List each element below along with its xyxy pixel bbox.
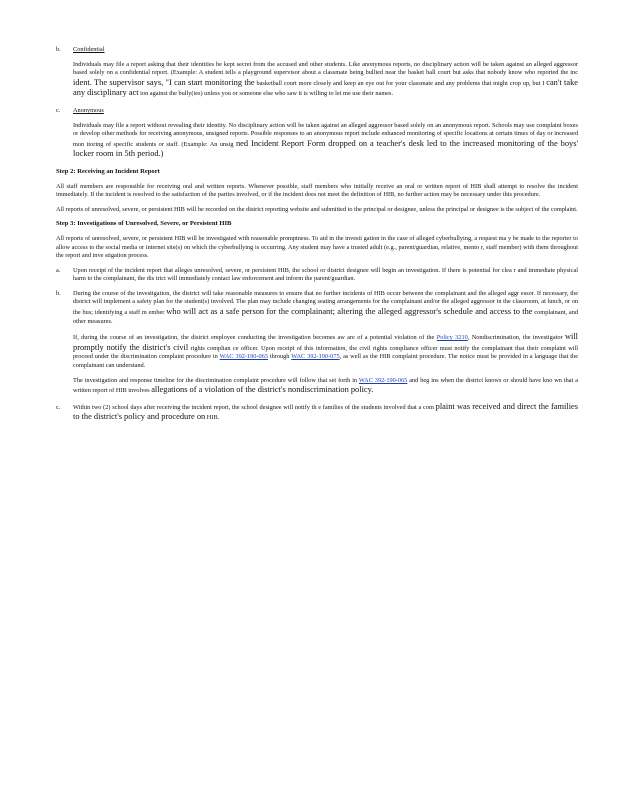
confidential-heading-row	[56, 46, 578, 55]
sub1-text-e: , as well as the HIB complaint procedure. The notice must be provided in a language that the complainant can understand.	[73, 353, 578, 370]
step3-item-b-sub-paragraph-1	[56, 332, 578, 370]
step3-item-b	[56, 290, 578, 326]
anonymous-paragraph	[56, 122, 578, 160]
step3-item-b-text-c: complainant, and other measures.	[73, 309, 578, 325]
step3-item-a	[56, 267, 578, 284]
confidential-paragraph	[56, 61, 578, 99]
step3-paragraph-1: All reports of unresolved, severe, or persistent HIB will be investigated with reasonable promptness. To aid in the investi gation in the case of alleged cyberbullying, a request ma y be made to the reporter to allow access to the social media or internet site(s) on which the cyberbullying is occurring. Any student may have a trusted adult (e.g., parent/guardian, relative, mento r, staff member) with them throughout the report and inve stigation process.	[56, 234, 578, 260]
anonymous-text-a: Individuals may file a report without revealing their identity. No disciplinary action will be taken against an alleged aggressor based solely on an anonymous report. Schools may use complaint boxes or develop other methods for receiving anonymous, unsigned reports. Possible responses to an anonymous report include enhanced monitoring of specific locations at certain times of day or increased mon itoring of specific students or staff. (Example: An unsig	[73, 121, 578, 148]
sub1-text-d: through	[269, 353, 290, 361]
confidential-text-d: can't take any disciplinary act	[73, 77, 578, 98]
anonymous-label: c.	[56, 106, 61, 114]
anonymous-heading: Anonymous	[73, 106, 104, 114]
step3-item-c-text-c: HIB.	[206, 414, 220, 422]
confidential-label: b.	[56, 46, 61, 53]
step3-item-b-text-a: During the course of the investigation, the district will take reasonable measures to ensure that no further incidents of HIB occur between the complainant and the alleged aggr essor. If necessary, the district will implement a safety plan for the student(s) involved. The plan may include changing seating arrangements for the complainant and/or the alleged aggressor in the classroom, at lunch, or on the bus; identifying a staff m ember	[73, 289, 578, 317]
step3-item-c-body	[73, 402, 578, 423]
sub1-big-text: will promptly notify the district's civil	[73, 332, 579, 352]
step2-paragraph-2: All reports of unresolved, severe, or persistent HIB will be recorded on the district reporting website and submitted to the principal or designee, unless the principal or designee is the subject of the complaint.	[56, 205, 578, 213]
sub1-text-a: If, during the course of an investigation, the district employee conducting the investigation becomes aw are of a potential violation of the	[73, 334, 435, 342]
confidential-text-c: basketball court more closely and keep an eye out for your classmate and any problems that might crop up, but I	[256, 79, 545, 87]
sub2-big-text: allegations of a violation of the district's nondiscrimination policy.	[151, 385, 374, 395]
step3-item-c-text-b: plaint was received and direct the families to the district's policy and procedure on	[73, 401, 578, 422]
step3-item-b-sub-paragraph-2	[56, 377, 578, 396]
confidential-text-a: Individuals may file a report asking that their identities be kept secret from the accused and other students. Like anonymous reports, no disciplinary action will be taken against an alleged aggressor based solely on a confidential report. (Example: A student tells a playground supervisor about a classmate being bullied near the basket ball court but asks that nobody know who reported the inc	[73, 60, 578, 77]
anonymous-text-b: ned Incident Report Form dropped on a teacher's desk led to the increased monitoring of the boys' locker room in 5th period.)	[73, 138, 578, 159]
policy-3210-link[interactable]: Policy 3210	[436, 334, 468, 342]
sub2-text-a: The investigation and response timeline for the discrimination complaint procedure will follow that set forth in	[73, 376, 358, 384]
step3-item-b-text-b: who will act as a safe person for the complainant; altering the alleged aggressor's schedule and access to the	[166, 307, 533, 317]
document-page	[56, 46, 578, 423]
confidential-heading: Confidential	[73, 46, 105, 53]
step3-item-c	[56, 402, 578, 423]
step3-item-a-label: a.	[56, 266, 61, 274]
confidential-text-e: ion against the bully(ies) unless you or someone else who saw it is willing to let me use their names.	[140, 90, 394, 98]
step3-item-a-text: Upon receipt of the incident report that alleges unresolved, severe, or persistent HIB, the school or district designee will begin an investigation. If there is potential for clea r and immediate physical harm to the complainant, the dis trict will immediately contact law enforcement and inform the parent/guardian.	[73, 266, 578, 283]
step2-paragraph-1: All staff members are responsible for receiving oral and written reports. Whenever possible, staff members who initially receive an oral or written report of HIB shall attempt to resolve the incident immediately. If the incident is resolved to the satisfaction of the parties involved, or if the incident does not meet the definition of HIB, no further action may be necessary under this procedure.	[56, 182, 578, 199]
wac-392-190-065-link[interactable]: WAC 392-190-065	[219, 353, 268, 361]
step3-item-b-body	[73, 290, 578, 326]
sub2-text-b: and beg ins when the district knows or should have kno wn that a written report of HIB involves	[73, 376, 578, 395]
step2-heading: Step 2: Receiving an Incident Report	[56, 167, 160, 175]
wac-392-190-075-link[interactable]: WAC 392-190-075	[291, 353, 340, 361]
step3-item-b-label: b.	[56, 289, 61, 297]
wac-392-190-065-link-2[interactable]: WAC 392-190-065	[358, 376, 408, 384]
step3-item-c-text-a: Within two (2) school days after receiving the incident report, the school designee will notify th e families of the students involved that a com	[73, 403, 434, 411]
step3-heading: Step 3: Investigations of Unresolved, Severe, or Persistent HIB	[56, 220, 232, 228]
step3-item-c-label: c.	[56, 403, 61, 411]
confidential-text-b: ident. The supervisor says, "I can start monitoring the	[73, 77, 255, 87]
sub1-text-c: rights complian ce officer. Upon receipt of this information, the civil rights compliance officer must notify the complainant that their complaint will proceed under the discrimination complaint procedure in	[73, 344, 579, 361]
anonymous-heading-row	[56, 107, 578, 116]
sub1-text-b: , Nondiscrimination, the investigator	[467, 334, 563, 342]
